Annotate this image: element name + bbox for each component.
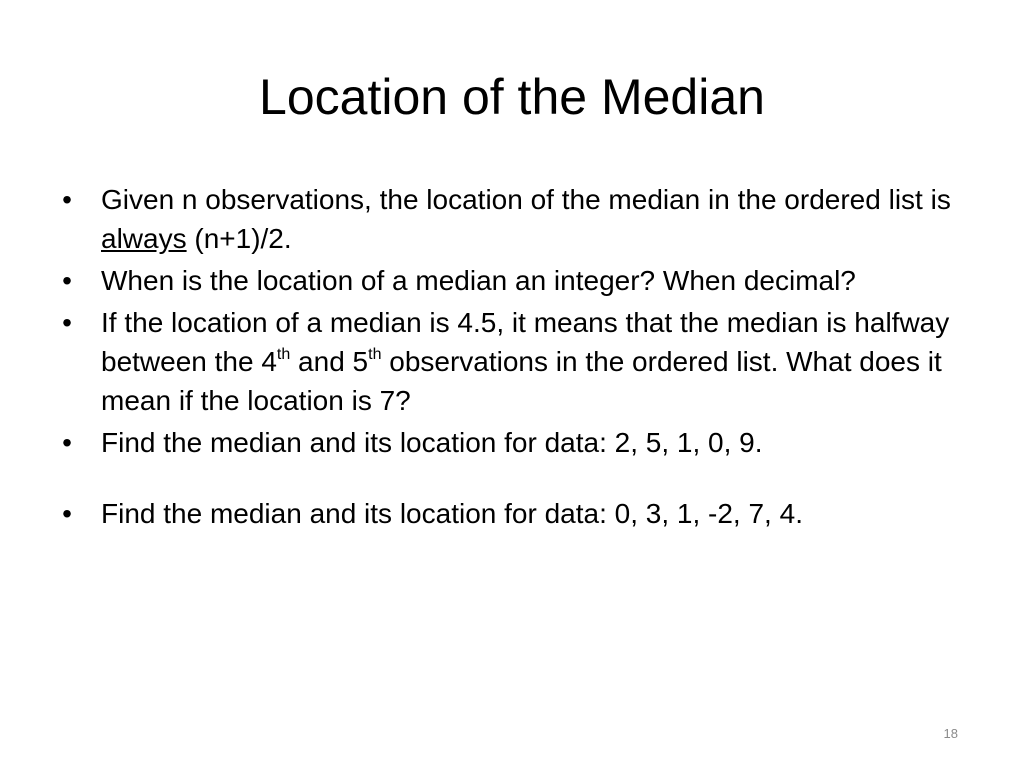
bullet-marker: •	[62, 265, 72, 296]
bullet-text: and 5	[290, 346, 369, 377]
bullet-marker: •	[62, 427, 72, 458]
bullet-text: When is the location of a median an integer? When decimal?	[101, 265, 856, 296]
bullet-text: Find the median and its location for data: 2, 5, 1, 0, 9.	[101, 427, 763, 458]
bullet-item-exercise-odd	[55, 423, 1000, 462]
bullet-marker: •	[62, 307, 72, 338]
underlined-word: always	[101, 223, 187, 254]
superscript-th: th	[276, 346, 291, 363]
bullet-item-halfway-explanation	[55, 303, 1000, 420]
bullet-marker: •	[62, 184, 72, 215]
bullet-item-integer-question	[55, 261, 1000, 300]
bullet-text: Given n observations, the location of the median in the ordered list is	[101, 184, 951, 215]
slide-title: Location of the Median	[259, 69, 765, 125]
bullet-text: (n+1)/2.	[186, 223, 292, 254]
bullet-text: Find the median and its location for data: 0, 3, 1, -2, 7, 4.	[101, 498, 803, 529]
bullet-text: If the location of a median is 4.5, it means that the median is halfway between the 4	[101, 307, 950, 377]
bullet-text: observations in the ordered list. What does it mean if the location is 7?	[101, 346, 942, 416]
slide-number: 18	[943, 726, 958, 741]
bullet-item-exercise-even	[55, 494, 1000, 533]
bullet-marker: •	[62, 498, 72, 529]
bullet-list	[55, 180, 1000, 536]
superscript-th: th	[368, 346, 382, 363]
bullet-item-median-location-formula	[55, 180, 1000, 258]
